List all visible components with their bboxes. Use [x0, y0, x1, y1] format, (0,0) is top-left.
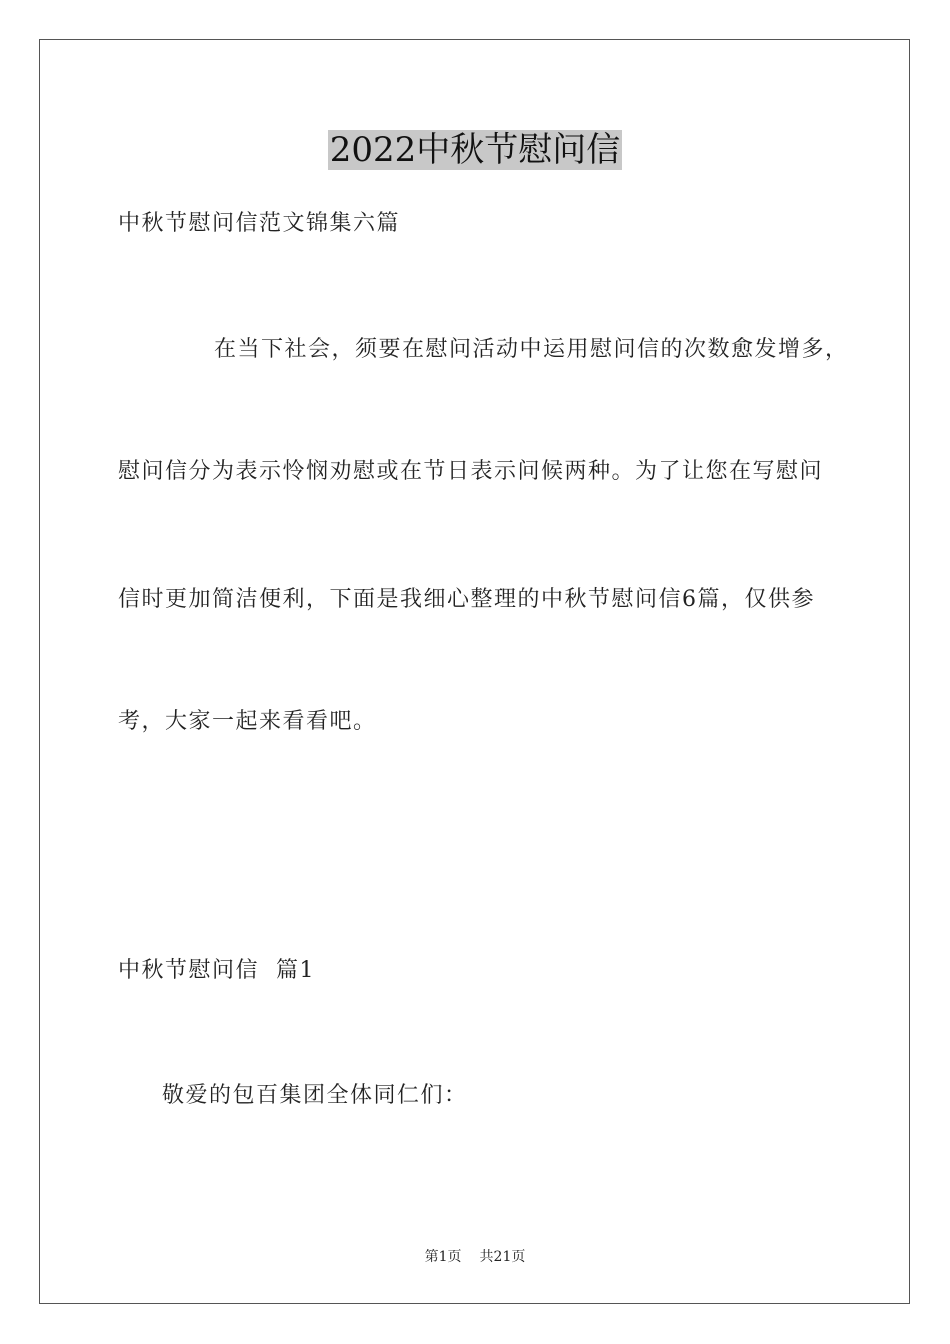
intro-line-2: 慰问信分为表示怜悯劝慰或在节日表示问候两种。为了让您在写慰问	[118, 459, 824, 484]
page-footer	[0, 1247, 950, 1267]
page-total: 共21页	[479, 1249, 526, 1265]
salutation: 敬爱的包百集团全体同仁们：	[162, 1083, 468, 1108]
section-heading: 中秋节慰问信 篇1	[118, 958, 315, 983]
page-number: 第1页	[424, 1249, 462, 1265]
document-title-text: 2022中秋节慰问信	[329, 130, 621, 170]
intro-line-1: 在当下社会，须要在慰问活动中运用慰问信的次数愈发增多，	[214, 337, 849, 362]
intro-line-3: 信时更加简洁便利，下面是我细心整理的中秋节慰问信6篇，仅供参	[118, 587, 815, 612]
intro-line-4: 考，大家一起来看看吧。	[118, 709, 377, 734]
document-subtitle: 中秋节慰问信范文锦集六篇	[118, 211, 401, 236]
document-title	[0, 128, 950, 172]
